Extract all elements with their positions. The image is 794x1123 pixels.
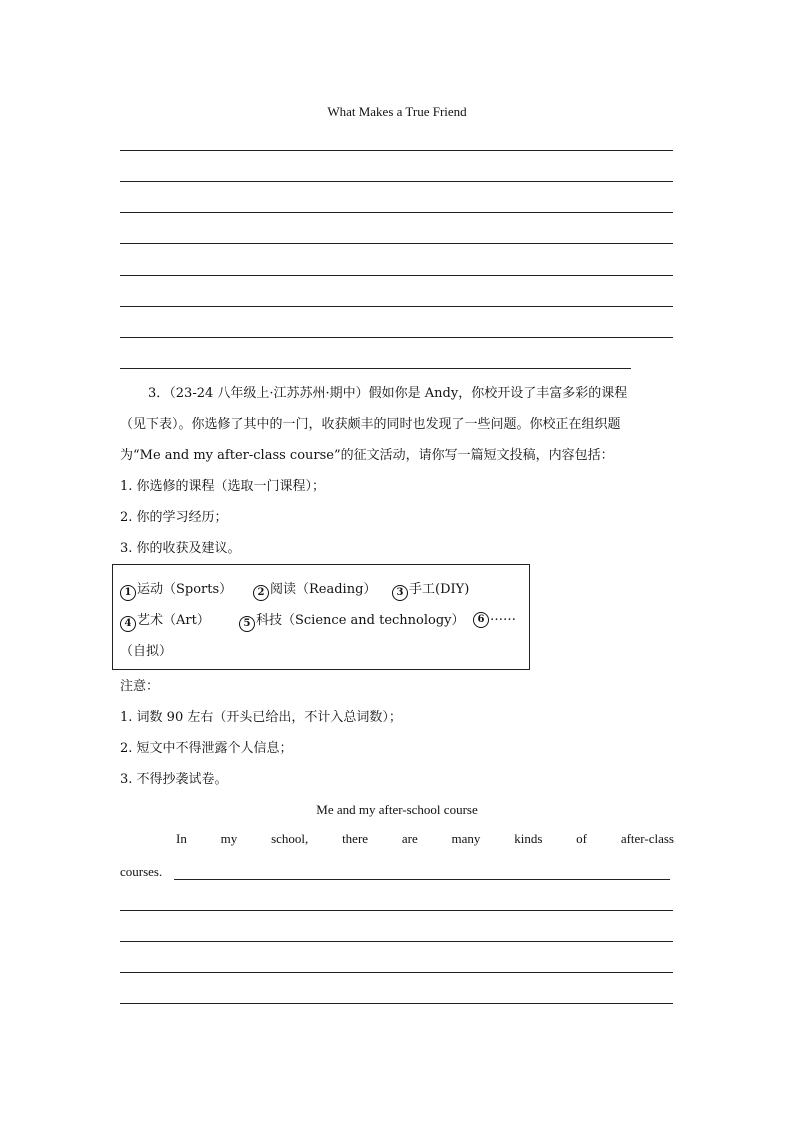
writing-line: [120, 275, 673, 276]
option-tail: （自拟）: [120, 644, 173, 659]
circled-number: 4: [120, 616, 136, 632]
option-label: 阅读（Reading）: [270, 582, 377, 597]
essay-title-course: Me and my after-school course: [316, 802, 478, 817]
writing-line: [120, 910, 673, 911]
writing-line: [120, 243, 673, 244]
writing-line: [120, 368, 631, 369]
circled-number: 3: [392, 585, 408, 601]
opening-word: are: [401, 831, 418, 846]
option-other: [473, 609, 516, 628]
circled-number: 2: [253, 585, 269, 601]
question-stem-line: （见下表）。你选修了其中的一门，收获颇丰的同时也发现了一些问题。你校正在组织题: [120, 417, 621, 432]
note-item: 1. 词数 90 左右（开头已给出，不计入总词数）；: [120, 710, 402, 725]
notes-heading: 注意：: [120, 679, 160, 694]
circled-number: 5: [239, 616, 255, 632]
writing-line: [120, 181, 673, 182]
option-label: ……: [490, 609, 516, 624]
option-science: [239, 609, 465, 632]
opening-word: many: [451, 831, 481, 846]
question-stem-line: 为“Me and my after-class course”的征文活动，请你写一篇短文投稿，内容包括：: [120, 448, 614, 463]
essay-opening-line: [176, 831, 674, 847]
essay-opening-continued: courses.: [120, 864, 163, 879]
option-label: 科技（Science and technology）: [256, 613, 465, 628]
opening-word: In: [176, 831, 187, 846]
essay-title-friend: What Makes a True Friend: [327, 104, 467, 119]
writing-line: [120, 306, 673, 307]
requirement-item: 1. 你选修的课程（选取一门课程）；: [120, 479, 326, 494]
writing-line: [120, 212, 673, 213]
circled-number: 1: [120, 585, 136, 601]
writing-line: [174, 879, 670, 880]
circled-number: 6: [473, 612, 489, 628]
requirement-item: 2. 你的学习经历；: [120, 510, 228, 525]
option-sports: [120, 578, 232, 601]
option-label: 手工(DIY): [409, 582, 470, 597]
opening-word: there: [342, 831, 369, 846]
note-item: 3. 不得抄袭试卷。: [120, 772, 228, 787]
writing-line: [120, 1003, 673, 1004]
opening-word: my: [220, 831, 238, 846]
writing-line: [120, 150, 673, 151]
option-label: 艺术（Art）: [137, 613, 210, 628]
requirement-item: 3. 你的收获及建议。: [120, 541, 241, 556]
opening-word: of: [576, 831, 588, 846]
option-label: 运动（Sports）: [137, 582, 233, 597]
opening-word: after-class: [620, 831, 674, 846]
writing-line: [120, 941, 673, 942]
opening-word: kinds: [514, 831, 543, 846]
writing-line: [120, 972, 673, 973]
question-stem-line: 3．（23-24 八年级上·江苏苏州·期中）假如你是 Andy，你校开设了丰富多彩的课程: [148, 386, 628, 401]
writing-line: [120, 337, 673, 338]
option-art: [120, 609, 210, 632]
note-item: 2. 短文中不得泄露个人信息；: [120, 741, 293, 756]
option-diy: [392, 578, 469, 601]
opening-word: school,: [271, 831, 309, 846]
option-reading: [253, 578, 376, 601]
